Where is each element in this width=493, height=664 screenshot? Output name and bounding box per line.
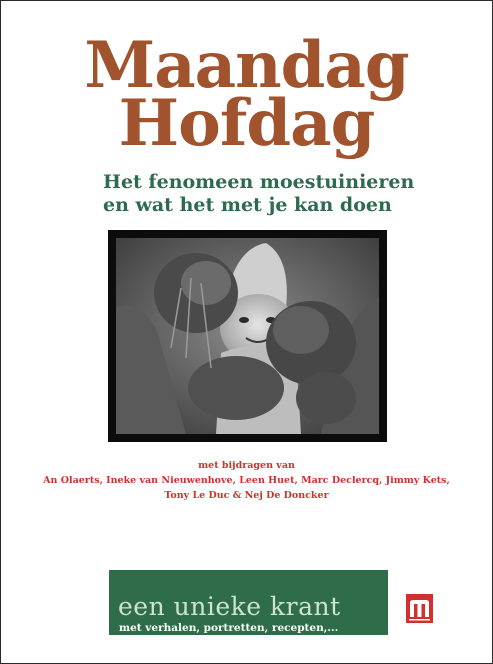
cover-title-line1: Maandag <box>84 28 409 103</box>
credits-intro: met bijdragen van <box>198 460 295 471</box>
credits-line2: Tony Le Duc & Nej De Doncker <box>164 490 329 501</box>
credits-line1: An Olaerts, Ineke van Nieuwenhove, Leen Huet, Marc Declercq, Jimmy Kets, <box>43 475 450 486</box>
contributors <box>1 458 492 503</box>
subtitle-line2: en wat het met je kan doen <box>103 194 392 216</box>
m-logo-icon <box>406 594 433 623</box>
cover-title-line2: Hofdag <box>118 86 375 161</box>
subtitle-line1: Het fenomeen moestuinieren <box>103 171 415 193</box>
gnome-photo-icon <box>116 238 379 434</box>
promo-banner <box>109 570 388 635</box>
banner-title: een unieke krant <box>118 592 341 621</box>
cover-photo <box>108 230 387 442</box>
cover-subtitle <box>103 171 414 217</box>
banner-subtitle: met verhalen, portretten, recepten,... <box>119 622 339 634</box>
